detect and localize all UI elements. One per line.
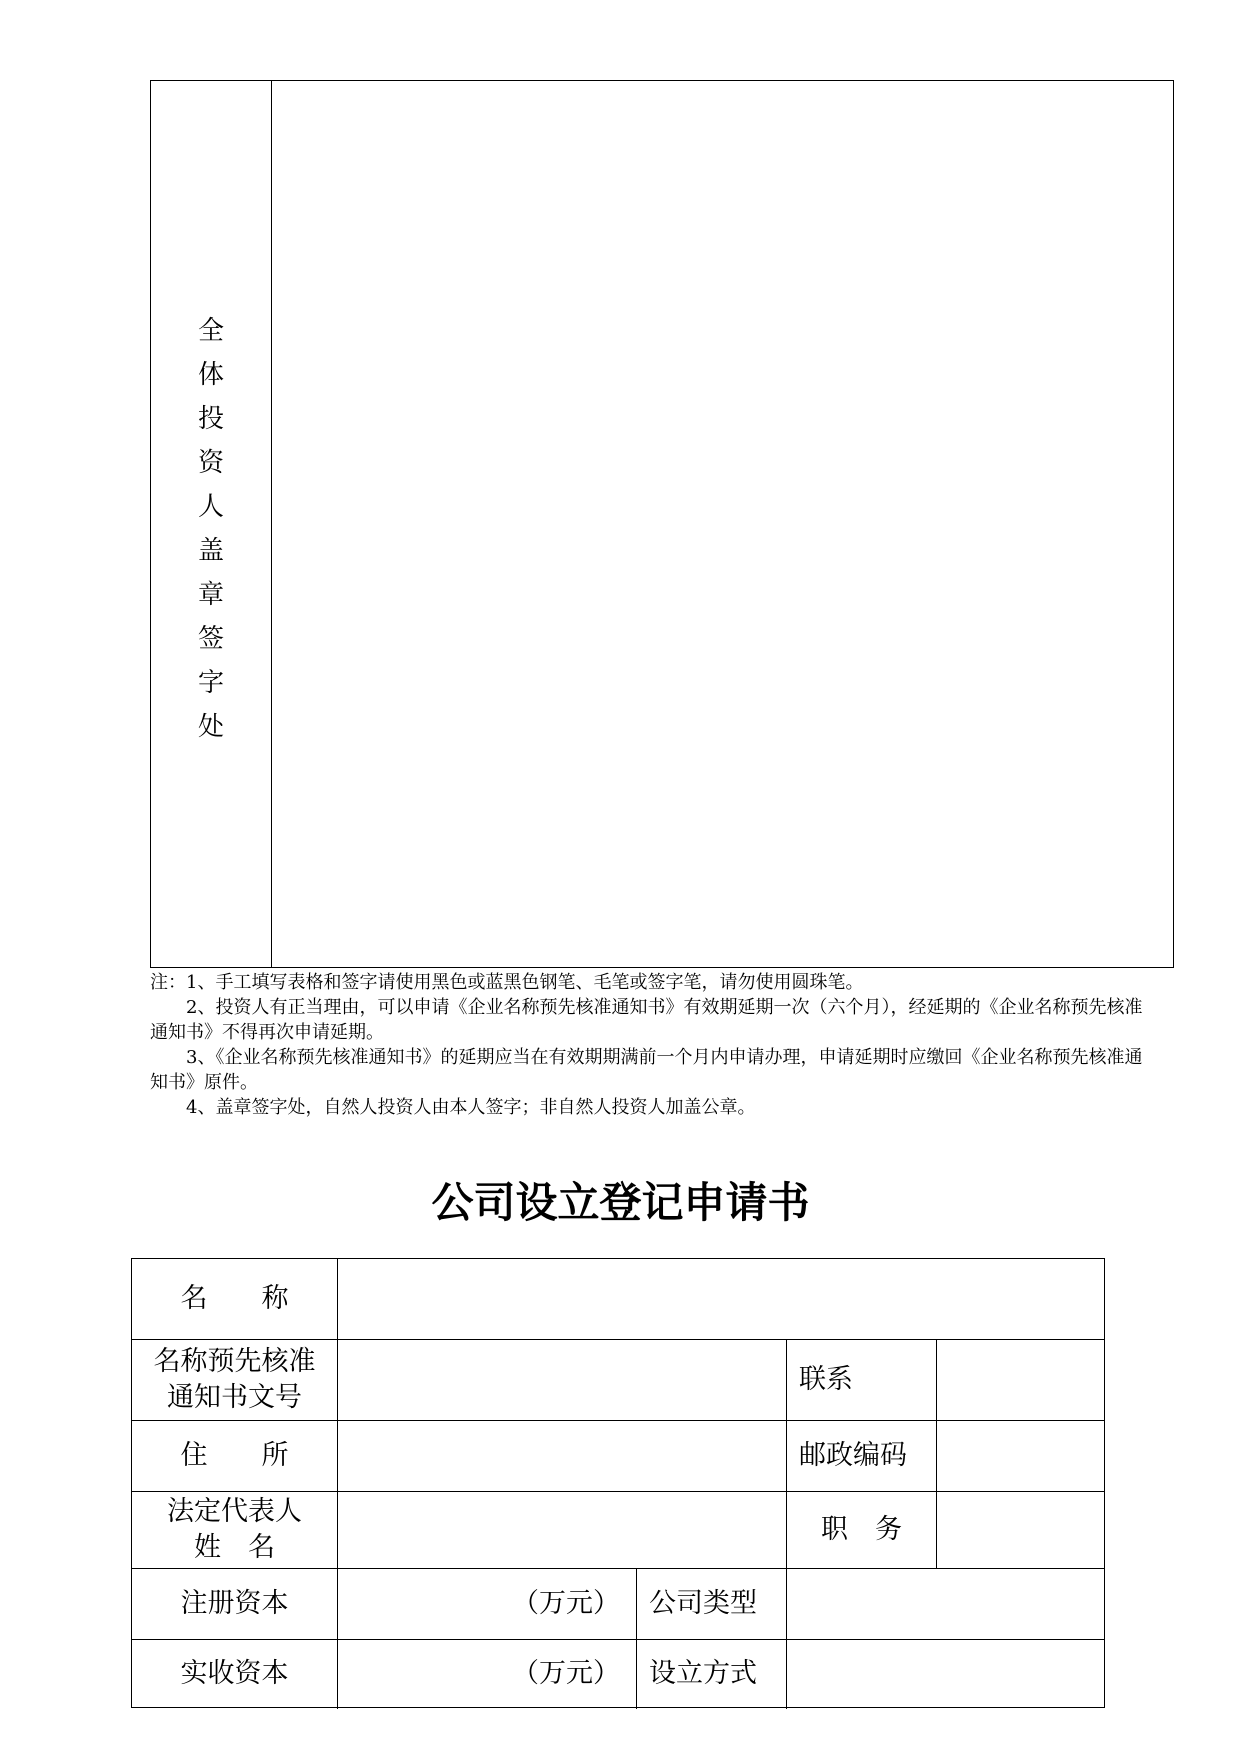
notes [150,970,1150,1120]
signature-area[interactable] [272,81,1173,967]
legal-rep-input-cell[interactable] [338,1492,786,1568]
postcode-label: 邮政编码 [799,1440,907,1471]
establish-method-label: 设立方式 [649,1658,757,1689]
note-4: 4、盖章签字处，自然人投资人由本人签字；非自然人投资人加盖公章。 [150,1097,756,1118]
registered-capital-label-cell [132,1569,337,1639]
approval-number-input-cell[interactable] [338,1340,786,1420]
approval-number-label: 名称预先核准 通知书文号 [153,1346,316,1413]
legal-rep-label: 法定代表人 姓 名 [167,1496,302,1563]
address-label-cell [132,1421,337,1491]
signature-label-column [151,81,272,967]
name-label: 名 称 [180,1283,289,1314]
signature-label: 全 体 投 资 人 盖 章 签 字 处 [197,316,224,742]
position-input-cell[interactable] [937,1492,1104,1568]
paid-capital-unit: （万元） [512,1658,620,1689]
legal-rep-label-cell [132,1492,337,1568]
contact-input-cell[interactable] [937,1340,1104,1420]
note-3: 3、《企业名称预先核准通知书》的延期应当在有效期期满前一个月内申请办理，申请延期时应缴回《企业名称预先核准通知书》原件。 [150,1047,1143,1093]
position-label: 职 务 [821,1514,902,1545]
company-type-label: 公司类型 [649,1588,757,1619]
establish-method-input-cell[interactable] [787,1640,1104,1708]
contact-label: 联系 [799,1364,853,1395]
approval-number-label-cell [132,1340,337,1420]
name-input-cell[interactable] [338,1259,1104,1339]
address-input-cell[interactable] [338,1421,786,1491]
registered-capital-unit: （万元） [512,1588,620,1619]
paid-capital-label: 实收资本 [180,1658,289,1689]
note-2: 2、投资人有正当理由，可以申请《企业名称预先核准通知书》有效期延期一次（六个月），经延期的《企业名称预先核准通知书》不得再次申请延期。 [150,997,1143,1043]
registered-capital-input-cell[interactable] [338,1569,636,1639]
company-type-input-cell[interactable] [787,1569,1104,1639]
registered-capital-label: 注册资本 [180,1588,289,1619]
note-1: 注：1、手工填写表格和签字请使用黑色或蓝黑色钢笔、毛笔或签字笔，请勿使用圆珠笔。 [150,972,864,993]
establish-method-label-cell [637,1640,786,1708]
address-label: 住 所 [180,1440,289,1471]
paid-capital-input-cell[interactable] [338,1640,636,1708]
registration-form-table [131,1258,1105,1708]
position-label-cell [787,1492,936,1568]
paid-capital-label-cell [132,1640,337,1708]
document-title: 公司设立登记申请书 [431,1178,810,1227]
postcode-input-cell[interactable] [937,1421,1104,1491]
investor-signature-box [150,80,1174,968]
name-label-cell [132,1259,337,1339]
company-type-label-cell [637,1569,786,1639]
contact-label-cell [787,1340,936,1420]
postcode-label-cell [787,1421,936,1491]
